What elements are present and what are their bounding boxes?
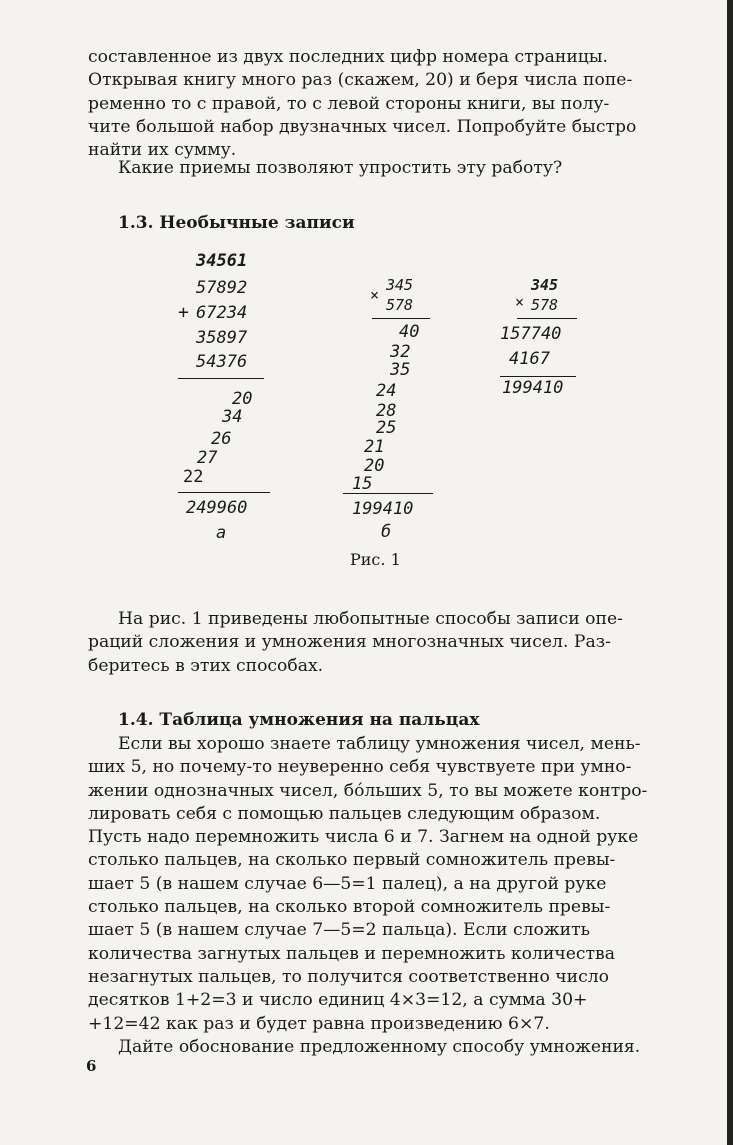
text-line: Открывая книгу много раз (скажем, 20) и беря числа попе- xyxy=(88,70,633,91)
text-line: жении однозначных чисел, бо́льших 5, то вы можете контро- xyxy=(88,780,648,801)
factor: 578 xyxy=(531,296,559,314)
final-line: Дайте обоснование предложенному способу умножения. xyxy=(118,1036,641,1057)
partial-sum: 26 xyxy=(211,429,232,449)
sum-result: 249960 xyxy=(186,498,248,518)
partial-sum: 22 xyxy=(183,467,204,487)
plus-sign: + xyxy=(178,302,189,323)
times-sign: × xyxy=(515,293,525,311)
digit-product: 32 xyxy=(390,342,411,362)
text-line: ших 5, но почему-то неуверенно себя чувствуете при умно- xyxy=(88,757,632,778)
product-rule xyxy=(372,318,430,319)
addend: 67234 xyxy=(196,303,248,323)
top-paragraph xyxy=(88,46,670,162)
text-line: беритесь в этих способах. xyxy=(88,655,324,676)
text-line: шает 5 (в нашем случае 6—5=1 палец), а на другой руке xyxy=(88,873,607,894)
text-line: раций сложения и умножения многозначных чисел. Раз- xyxy=(88,632,611,653)
figure-label-b: б xyxy=(381,522,392,542)
digit-product: 25 xyxy=(376,418,397,438)
text-line: +12=42 как раз и будет равна произведению 6×7. xyxy=(88,1013,550,1034)
section-1-4-heading: 1.4. Таблица умножения на пальцах xyxy=(118,710,480,730)
digit-product: 35 xyxy=(390,360,411,380)
digit-product: 20 xyxy=(364,456,385,476)
page-number: 6 xyxy=(86,1057,97,1075)
product-rule xyxy=(517,318,577,319)
page-edge-shadow xyxy=(727,0,733,1145)
body-paragraph xyxy=(88,733,670,1059)
result-rule xyxy=(343,493,433,494)
partial-sum: 20 xyxy=(232,389,253,409)
text-line: количества загнутых пальцев и перемножить количества xyxy=(88,943,615,964)
text-line: На рис. 1 приведены любопытные способы записи опе- xyxy=(118,609,623,629)
text-line: десятков 1+2=3 и число единиц 4×3=12, а сумма 30+ xyxy=(88,990,588,1011)
addend: 57892 xyxy=(196,278,248,298)
text-line: составленное из двух последних цифр номера страницы. xyxy=(88,47,608,67)
result-rule xyxy=(500,376,576,377)
figure-label-a: а xyxy=(216,523,227,543)
factor: 578 xyxy=(386,296,414,314)
digit-product: 28 xyxy=(376,401,397,421)
figure-caption: Рис. 1 xyxy=(350,550,401,569)
text-line: столько пальцев, на сколько второй сомножитель превы- xyxy=(88,897,611,918)
text-line: лировать себя с помощью пальцев следующим образом. xyxy=(88,803,601,824)
text-line: столько пальцев, на сколько первый сомножитель превы- xyxy=(88,850,616,871)
partial-row: 157740 xyxy=(500,324,562,344)
sum-rule xyxy=(178,378,264,379)
partial-sum: 34 xyxy=(222,407,243,427)
question-paragraph xyxy=(88,157,670,180)
text-line: найти их сумму. xyxy=(88,140,237,161)
section-1-3-heading: 1.3. Необычные записи xyxy=(118,213,355,233)
digit-product: 21 xyxy=(364,437,385,457)
factor: 345 xyxy=(386,276,414,294)
text-line: чите большой набор двузначных чисел. Попробуйте быстро xyxy=(88,116,637,137)
text-line: незагнутых пальцев, то получится соответственно число xyxy=(88,966,609,987)
digit-product: 15 xyxy=(352,474,373,494)
text-line: Пусть надо перемножить числа 6 и 7. Загнем на одной руке xyxy=(88,827,639,848)
partial-sum: 27 xyxy=(197,448,218,468)
times-sign: × xyxy=(370,286,380,304)
text-line: ременно то с правой, то с левой стороны книги, вы полу- xyxy=(88,93,610,114)
text-line: шает 5 (в нашем случае 7—5=2 пальца). Если сложить xyxy=(88,920,591,941)
addend: 54376 xyxy=(196,352,248,372)
product-result: 199410 xyxy=(502,378,564,398)
digit-product: 40 xyxy=(399,322,420,342)
result-rule xyxy=(178,492,270,493)
factor: 345 xyxy=(531,276,559,294)
partial-row: 4167 xyxy=(509,349,550,369)
product-result: 199410 xyxy=(352,499,414,519)
question-text: Какие приемы позволяют упростить эту работу? xyxy=(118,158,563,178)
digit-product: 24 xyxy=(376,381,397,401)
figure-paragraph xyxy=(88,608,670,678)
addend: 34561 xyxy=(196,251,248,271)
text-line: Если вы хорошо знаете таблицу умножения чисел, мень- xyxy=(118,734,641,754)
addend: 35897 xyxy=(196,328,248,348)
